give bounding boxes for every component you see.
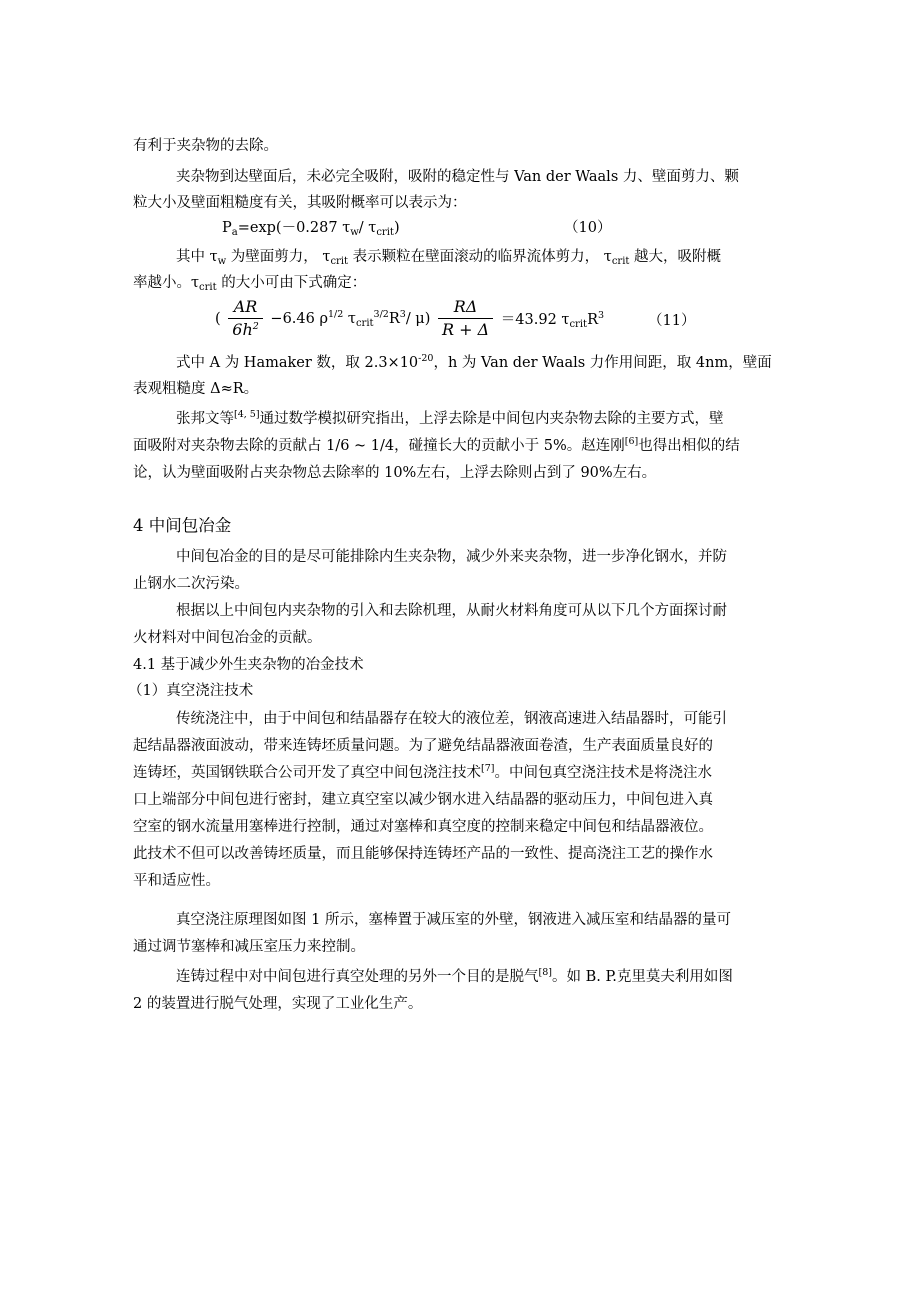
paragraph-line: 火材料对中间包冶金的贡献。 [133,630,322,646]
equation-11 [215,298,604,339]
eq11-open: ( [215,310,221,327]
paragraph-line: 平和适应性。 [133,873,220,889]
text-span: 连铸坯，英国钢铁联合公司开发了真空中间包浇注技术 [133,765,481,781]
paragraph-line: 空室的钢水流量用塞棒进行控制，通过对塞棒和真空度的控制来稳定中间包和结晶器液位。 [133,819,713,835]
exponent: -20 [418,353,434,364]
eq11-crit-sub: crit [355,317,374,329]
eq10-mid: =exp(－0.287 τ [237,220,351,236]
paragraph-line [133,436,740,456]
eq11-r: R [388,310,400,327]
text-span: 越大，吸附概 [629,249,722,265]
text-span: 表示颗粒在壁面滚动的临界流体剪力， τ [348,249,612,265]
eq11-tau: τ [343,310,356,327]
paragraph-line: 中间包冶金的目的是尽可能排除内生夹杂物，减少外来夹杂物，进一步净化钢水，并防 [176,549,727,565]
eq11-minus-term: −6.46 ρ [270,310,328,327]
equation-10 [222,218,400,238]
text-span: 连铸过程中对中间包进行真空处理的另外一个目的是脱气 [176,969,539,985]
paragraph-line [176,967,733,987]
citation: [8] [538,967,552,978]
text-span: 其中 τ [176,249,218,265]
sub-crit: crit [199,282,217,293]
text-span: 。如 B. P.克里莫夫利用如图 [551,969,733,985]
paragraph-line: 通过调节塞棒和减压室压力来控制。 [133,939,365,955]
paragraph-line: 根据以上中间包内夹杂物的引入和去除机理，从耐火材料角度可从以下几个方面探讨耐 [176,603,727,619]
eq11-frac2-denominator: R + Δ [442,320,490,339]
paragraph-line: 真空浇注原理图如图 1 所示，塞棒置于减压室的外壁，钢液进入减压室和结晶器的量可 [176,912,731,928]
eq10-p: P [222,220,232,236]
text-span: 面吸附对夹杂物去除的贡献占 1/6 ~ 1/4，碰撞长大的贡献小于 5%。赵连刚 [133,438,625,454]
text-span: 也得出相似的结 [638,438,740,454]
equation-number-10: （10） [564,220,612,236]
text-span: 的大小可由下式确定： [216,275,367,291]
paragraph-line: 2 的装置进行脱气处理，实现了工业化生产。 [133,996,423,1012]
eq11-frac1-numerator: AR [228,298,263,319]
eq11-frac1-den-text: 6h [232,320,253,339]
eq11-frac2-numerator: RΔ [438,298,493,319]
paragraph-line: 此技术不但可以改善铸坯质量，而且能够保持连铸坯产品的一致性、提高浇注工艺的操作水 [133,846,713,862]
eq11-frac1-denominator [228,319,263,339]
sub-crit: crit [330,256,349,267]
citation: [4, 5] [234,409,260,420]
eq11-rhs-r: R [587,312,598,328]
eq11-mu: / μ) [405,310,431,327]
eq11-rhs [501,308,604,329]
text-span: 。中间包真空浇注技术是将浇注水 [494,765,712,781]
eq10-slash: / τ [358,220,377,236]
eq11-fraction-rdelta [438,298,493,339]
paragraph-line: 口上端部分中间包进行密封，建立真空室以减少钢水进入结晶器的驱动压力，中间包进入真 [133,792,713,808]
text-span: ，h 为 Van der Waals 力作用间距，取 4nm，壁面 [433,355,772,371]
eq11-middle [270,308,431,329]
paragraph-line [133,763,712,783]
equation-number-11: （11） [648,313,696,329]
paragraph-line [133,273,366,293]
eq11-rhs-text: ＝43.92 τ [500,312,570,328]
paragraph-line [176,353,772,373]
text-span: 为壁面剪力， τ [226,249,331,265]
eq10-sub-crit: crit [376,227,394,238]
paragraph-line: 起结晶器液面波动，带来连铸坯质量问题。为了避免结晶器液面卷渣，生产表面质量良好的 [133,738,713,754]
eq10-sub-a: a [231,227,238,238]
subsection-item-1: （1）真空浇注技术 [128,683,254,699]
citation: [7] [481,763,495,774]
eq11-rho-sup: 1/2 [328,308,344,320]
paragraph-line: 传统浇注中，由于中间包和结晶器存在较大的液位差，钢液高速进入结晶器时，可能引 [176,711,727,727]
text-span: 通过数学模拟研究指出，上浮去除是中间包内夹杂物去除的主要方式，壁 [259,411,724,427]
eq10-close: ) [393,220,400,236]
citation: [6] [624,436,639,447]
paragraph-line: 有利于夹杂物的去除。 [133,138,278,154]
paragraph-line: 论，认为壁面吸附占夹杂物总去除率的 10%左右，上浮去除则占到了 90%左右。 [133,465,657,481]
eq11-rhs-sup: 3 [597,310,605,321]
paragraph-line: 粒大小及壁面粗糙度有关，其吸附概率可以表示为： [133,195,467,211]
paragraph-line: 夹杂物到达壁面后，未必完全吸附，吸附的稳定性与 Van der Waals 力、壁面剪力、颗 [176,169,739,185]
eq11-rhs-sub: crit [569,319,588,330]
text-span: 张邦文等 [176,411,234,427]
paragraph-line: 表观粗糙度 Δ≈R。 [133,381,259,397]
eq11-fraction-ar [228,298,263,339]
eq11-r-sup: 3 [399,308,406,320]
text-span: 率越小。τ [133,275,200,291]
paragraph-line: 止钢水二次污染。 [133,576,249,592]
sub-w: w [217,256,227,267]
eq10-sub-w: w [350,227,359,238]
eq11-den-sup: 2 [252,321,259,332]
paragraph-line [176,247,721,267]
text-span: 式中 A 为 Hamaker 数，取 2.3×10 [176,355,419,371]
paragraph-line [176,409,724,429]
section-heading-4-1: 4.1 基于减少外生夹杂物的冶金技术 [133,657,364,673]
section-heading-4: 4 中间包冶金 [133,516,232,535]
sub-crit: crit [611,256,630,267]
eq11-crit-sup: 3/2 [373,308,389,320]
